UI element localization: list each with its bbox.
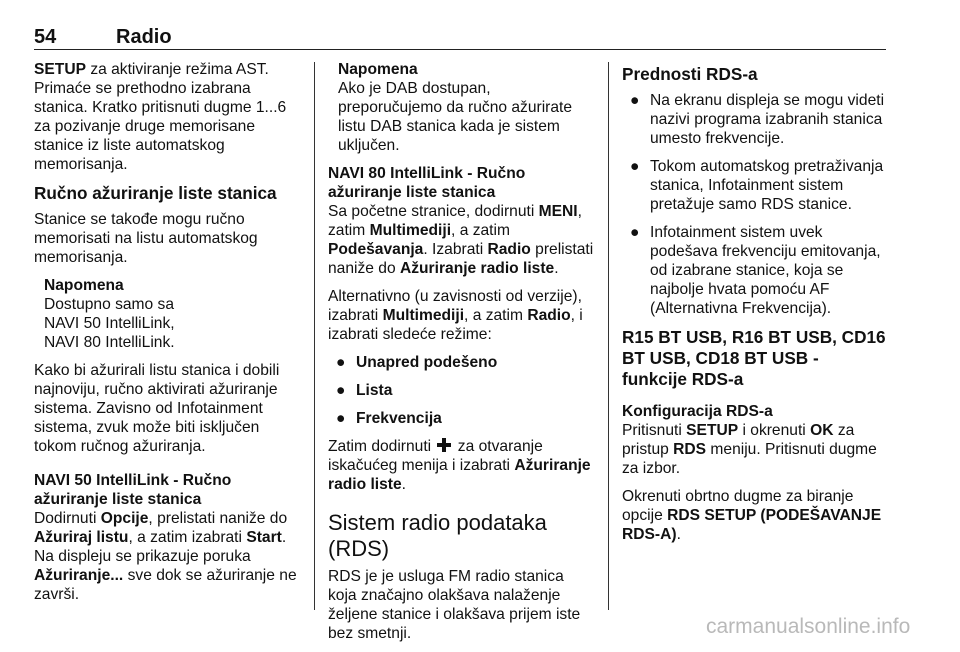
term-podesavanja: Podešavanja: [328, 241, 424, 258]
list-item: [328, 353, 594, 372]
text: Alternativno (u zavisnosti od verzije), izabrati: [328, 288, 582, 324]
advantage-text: Infotainment sistem uvek podešava frekvenciju emitovanja, od izabrane stanice, koja se najbolje hvata pomoću AF (Alternativna Frekvencija).: [650, 224, 881, 317]
term-multimediji: Multimediji: [382, 307, 465, 324]
navi80-heading: NAVI 80 IntelliLink - Ručno ažuriranje liste stanica: [328, 165, 526, 201]
rds-heading: Sistem radio podataka (RDS): [328, 510, 547, 561]
text: i okrenuti: [738, 422, 811, 439]
term-meni: MENI: [538, 203, 578, 220]
note-title: Napomena: [44, 277, 124, 294]
note-text: Ako je DAB dostupan, preporučujemo da ručno ažurirate listu DAB stanica kada je sistem uključen.: [338, 80, 573, 154]
alternative-steps: [328, 287, 594, 344]
navi80-steps: [328, 202, 594, 278]
text: Zatim dodirnuti: [328, 438, 436, 455]
note-line: NAVI 80 IntelliLink.: [44, 334, 175, 351]
column-3: [622, 60, 886, 553]
advantage-text: Tokom automatskog pretraživanja stanica, Infotainment sistem pretažuje samo RDS stanice.: [650, 158, 884, 213]
text: .: [676, 526, 681, 543]
text: , a zatim: [451, 222, 510, 239]
header-rule: [34, 49, 886, 50]
term-rds-setup: RDS SETUP (PODEŠAVANJE RDS-A): [622, 507, 882, 543]
term-azuriraj-listu: Ažuriraj listu: [34, 529, 129, 546]
setup-term: SETUP: [34, 61, 86, 78]
mode-label: Frekvencija: [356, 410, 442, 427]
text: Okrenuti obrtno dugme za biranje opcije: [622, 488, 854, 524]
r15-heading: R15 BT USB, R16 BT USB, CD16 BT USB, CD18 BT USB - funkcije RDS-a: [622, 327, 886, 389]
navi50-message: [34, 547, 300, 604]
page-title: Radio: [116, 26, 172, 48]
mode-label: Unapred podešeno: [356, 354, 498, 371]
text: prelistati naniže do: [328, 241, 594, 277]
column-1: [34, 60, 300, 613]
manual-update-heading: Ručno ažuriranje liste stanica: [34, 183, 277, 203]
term-multimediji: Multimediji: [369, 222, 452, 239]
manual-intro: Stanice se takođe mogu ručno memorisati na listu automatskog memorisanja.: [34, 211, 258, 266]
term-radio: Radio: [527, 307, 571, 324]
text: Na displeju se prikazuje poruka: [34, 548, 251, 565]
watermark: carmanualsonline.info: [706, 615, 911, 638]
term-ok: OK: [810, 422, 834, 439]
note-line: Dostupno samo sa: [44, 296, 175, 313]
rds-config-steps: [622, 421, 886, 478]
bullet-icon: ●: [336, 354, 346, 371]
text: .: [281, 529, 287, 546]
text: .: [554, 260, 559, 277]
term-rds: RDS: [673, 441, 707, 458]
update-explanation: Kako bi ažurirali listu stanica i dobili najnoviju, ručno aktivirati ažuriranje sistema. Zavisno od Infotainment sistema, zvuk može biti isključen tokom ručnog ažuriranja.: [34, 362, 280, 455]
bullet-icon: ●: [336, 410, 346, 427]
mode-list: [328, 353, 594, 428]
bullet-icon: ●: [630, 158, 640, 175]
note-line: NAVI 50 IntelliLink,: [44, 315, 175, 332]
note-box-1: [44, 276, 300, 352]
text: sve dok se ažuriranje ne završi.: [34, 567, 297, 603]
list-item: [622, 157, 886, 214]
text: meniju. Pritisnuti dugme za izbor.: [622, 441, 877, 477]
note-title: Napomena: [338, 61, 418, 78]
text: , a zatim: [464, 307, 528, 324]
text: Pritisnuti: [622, 422, 687, 439]
bullet-icon: ●: [630, 92, 640, 109]
term-azuriranje: Ažuriranje...: [34, 567, 124, 584]
advantages-list: [622, 91, 886, 318]
rds-description: RDS je je usluga FM radio stanica koja značajno olakšava nalaženje željene stanice i olakšava prijem iste bez smetnji.: [328, 568, 581, 642]
text: za pristup: [622, 422, 855, 458]
text: .: [401, 476, 407, 493]
navi50-heading: NAVI 50 IntelliLink - Ručno ažuriranje liste stanica: [34, 472, 232, 508]
bullet-icon: ●: [630, 224, 640, 241]
term-setup: SETUP: [686, 422, 739, 439]
term-start: Start: [246, 529, 282, 546]
column-2: [328, 60, 594, 652]
text: , a zatim izabrati: [128, 529, 247, 546]
plus-icon: [437, 438, 451, 452]
plus-steps: [328, 437, 594, 494]
text: za otvaranje iskačućeg menija i izabrati: [328, 438, 543, 474]
list-item: [328, 381, 594, 400]
navi50-steps: [34, 509, 300, 547]
text: , prelistati naniže do: [148, 510, 288, 527]
advantage-text: Na ekranu displeja se mogu videti nazivi programa izabranih stanica umesto frekvencije.: [650, 92, 885, 147]
text: Dodirnuti: [34, 510, 101, 527]
text: Sa početne stranice, dodirnuti: [328, 203, 539, 220]
text: . Izabrati: [423, 241, 488, 258]
term-opcije: Opcije: [100, 510, 149, 527]
term-azuriranje-radio-liste: Ažuriranje radio liste: [328, 457, 591, 493]
column-divider-2: [608, 62, 609, 610]
list-item: [622, 223, 886, 318]
text: , zatim: [328, 203, 582, 239]
list-item: [622, 91, 886, 148]
bullet-icon: ●: [336, 382, 346, 399]
note-box-2: [338, 60, 594, 155]
term-radio: Radio: [487, 241, 531, 258]
page-header: [34, 18, 886, 48]
ast-paragraph: [34, 60, 300, 174]
term-azuriranje-radio-liste: Ažuriranje radio liste: [399, 260, 555, 277]
page-number: 54: [34, 26, 57, 48]
list-item: [328, 409, 594, 428]
column-divider-1: [314, 62, 315, 610]
mode-label: Lista: [356, 382, 393, 399]
ast-text: za aktiviranje režima AST. Primaće se prethodno izabrana stanica. Kratko pritisnuti dugme 1...6 za pozivanje druge memorisane stanice iz liste automatskog memorisanja.: [34, 61, 287, 173]
text: , i izabrati sledeće režime:: [328, 307, 583, 343]
rds-setup-option: [622, 487, 886, 544]
rds-advantages-heading: Prednosti RDS-a: [622, 64, 758, 84]
rds-config-heading: Konfiguracija RDS-a: [622, 403, 773, 420]
